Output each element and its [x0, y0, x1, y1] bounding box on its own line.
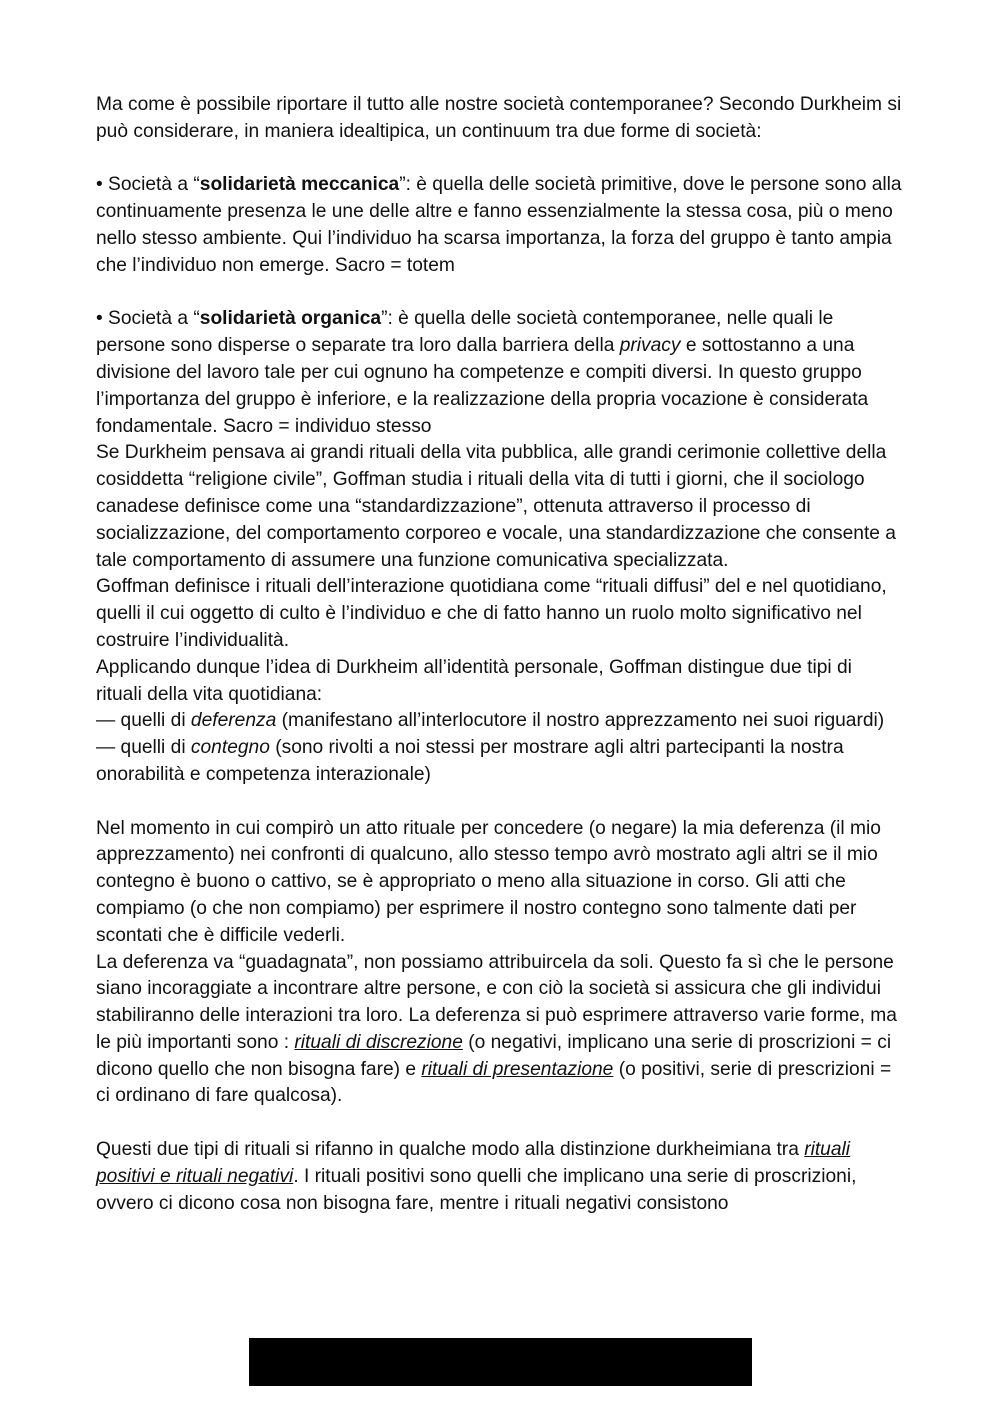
- spacer: [96, 789, 902, 816]
- paragraph-intro: Ma come è possibile riportare il tutto alle nostre società contemporanee? Secondo Durkheim si può considerare, in maniera idealtipica, un continuum tra due forme di società:: [96, 94, 902, 142]
- paragraph-durkheim-distinction: Questi due tipi di rituali si rifanno in qualche modo alla distinzione durkheimiana tra rituali positivi e rituali negativi. I rituali positivi sono quelli che implicano una serie di proscrizioni, ovvero ci dicono cosa non bisogna fare, mentre i rituali negativi consistono: [96, 1139, 857, 1214]
- spacer: [96, 146, 902, 173]
- term-privacy: privacy: [619, 335, 681, 357]
- term-demeanor: contegno: [190, 737, 270, 759]
- paragraph-ritual-act: Nel momento in cui compirò un atto rituale per concedere (o negare) la mia deferenza (il mio apprezzamento) nei confronti di qualcuno, allo stesso tempo avrò mostrato agli altri se il mio contegno è buono o cattivo, se è appropriato o meno alla situazione in corso. Gli atti che compiamo (o che non compiamo) per esprimere il nostro contegno sono talmente dati per scontati che è difficile vederli.: [96, 817, 881, 946]
- paragraph-deference-earned: La deferenza va “guadagnata”, non possiamo attribuircela da soli. Questo fa sì che le persone siano incoraggiate a incontrare altre persone, e con ciò la società si assicura che gli individui stabiliranno delle interazioni tra loro. La deferenza si può esprimere attraverso varie forme, ma le più importanti sono : rituali di discrezione (o negativi, implicano una serie di proscrizioni = ci dicono quello che non bisogna fare) e rituali di presentazione (o positivi, serie di prescrizioni = ci ordinano di fare qualcosa).: [96, 951, 897, 1107]
- document-body: [96, 92, 902, 1217]
- spacer: [96, 1110, 902, 1137]
- term-rituali-di-presentazione: rituali di presentazione: [421, 1058, 614, 1080]
- paragraph-two-types: Applicando dunque l’idea di Durkheim all’identità personale, Goffman distingue due tipi di rituali della vita quotidiana:: [96, 656, 852, 705]
- redaction-bar: [249, 1338, 752, 1386]
- term-positive-negative-rituals: rituali positivi e rituali negativi: [96, 1139, 851, 1187]
- spacer: [96, 280, 902, 307]
- term-rituali-di-discrezione: rituali di discrezione: [294, 1031, 463, 1053]
- list-item-demeanor: — quelli di contegno (sono rivolti a noi stessi per mostrare agli altri partecipanti la nostra onorabilità e competenza interazionale): [96, 737, 844, 785]
- paragraph-organic-solidarity: • Società a “solidarietà organica”: è quella delle società contemporanee, nelle quali le persone sono disperse o separate tra loro dalla barriera della privacy e sottostanno a una divisione del lavoro tale per cui ognuno ha competenze e compiti diversi. In questo gruppo l’importanza del gruppo è inferiore, e la realizzazione della propria vocazione è considerata fondamentale. Sacro = individuo stesso: [96, 308, 869, 437]
- term-deference: deferenza: [190, 710, 277, 732]
- term-mechanical-solidarity: solidarietà meccanica: [199, 174, 400, 196]
- list-item-deference: — quelli di deferenza (manifestano all’interlocutore il nostro apprezzamento nei suoi riguardi): [96, 710, 885, 732]
- paragraph-mechanical-solidarity: • Società a “solidarietà meccanica”: è quella delle società primitive, dove le persone sono alla continuamente presenza le une delle altre e fanno essenzialmente la stessa cosa, più o meno nello stesso ambiente. Qui l’individuo ha scarsa importanza, la forza del gruppo è tanto ampia che l’individuo non emerge. Sacro = totem: [96, 174, 902, 276]
- paragraph-diffuse-rituals: Goffman definisce i rituali dell’interazione quotidiana come “rituali diffusi” del e nel quotidiano, quelli il cui oggetto di culto è l’individuo e che di fatto hanno un ruolo molto significativo nel costruire l’individualità.: [96, 576, 887, 651]
- term-organic-solidarity: solidarietà organica: [199, 308, 382, 330]
- paragraph-goffman-standardization: Se Durkheim pensava ai grandi rituali della vita pubblica, alle grandi cerimonie collettive della cosiddetta “religione civile”, Goffman studia i rituali della vita di tutti i giorni, che il sociologo canadese definisce come una “standardizzazione”, ottenuta attraverso il processo di socializzazione, del comportamento corporeo e vocale, una standardizzazione che consente a tale comportamento di assumere una funzione comunicativa specializzata.: [96, 442, 896, 571]
